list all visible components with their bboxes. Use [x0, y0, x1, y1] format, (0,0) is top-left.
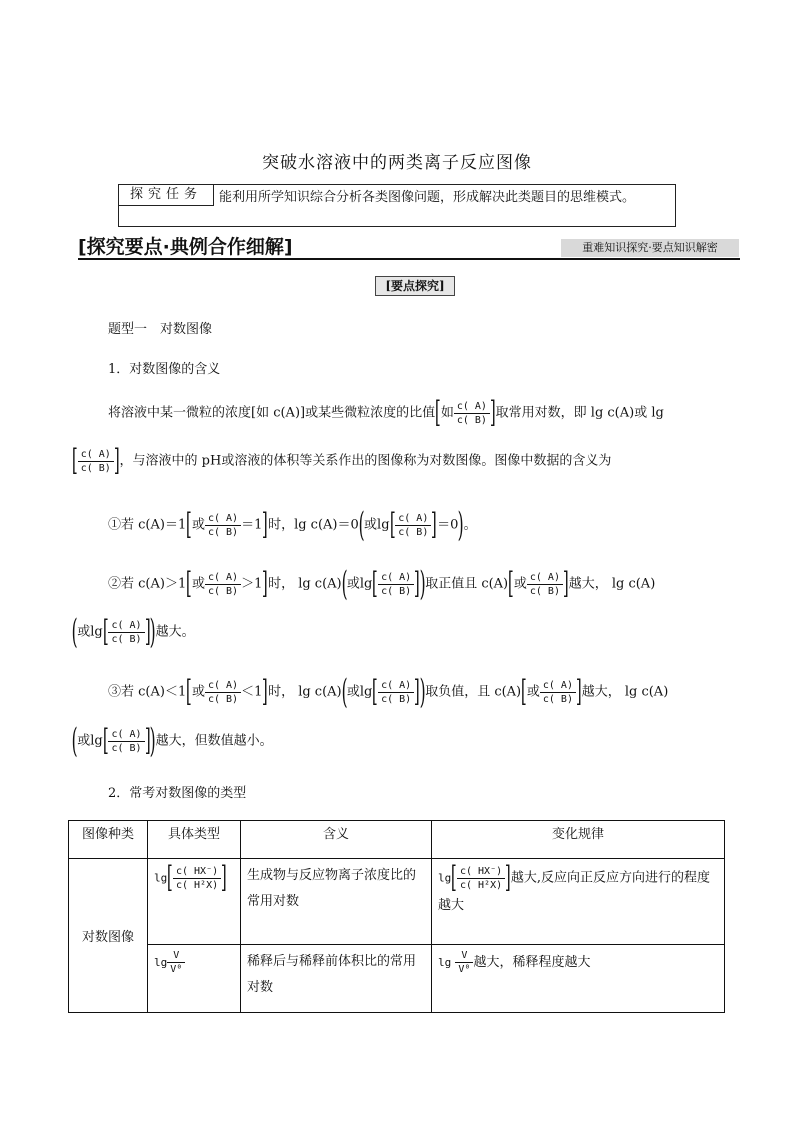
fraction: $\frac{c( A)}{c( B)}$	[78, 448, 114, 475]
rule-1: ①若 c(A)＝1[或 $\frac{c( A)}{c( B)}$ ＝1]时，lg c(A)＝0(或lg[ $\frac{c( A)}{c( B)}$ ]＝0)。	[108, 505, 477, 545]
table-header: 图像种类	[69, 821, 148, 859]
table-cell-type: lg $\frac{V}{\text{V⁰}}$	[148, 945, 241, 1013]
section-divider	[78, 258, 740, 260]
para1-text-c: ，与溶液中的 pH或溶液的体积等关系作出的图像称为对数图像。图像中数据的含义为	[119, 453, 612, 469]
types-table	[68, 820, 725, 1013]
fraction: $\frac{c( A)}{c( B)}$	[205, 512, 241, 539]
fraction: $\frac{c( A)}{c( B)}$	[527, 571, 563, 598]
task-label: 探究任务	[119, 185, 214, 206]
fraction: $\frac{c( A)}{c( B)}$	[540, 679, 576, 706]
para1-line1: 将溶液中某一微粒的浓度[如 c(A)]或某些微粒浓度的比值[如 $\frac{c( A)}{c( B)}$ ]取常用对数，即 lg c(A)或 lg	[108, 395, 664, 430]
fraction: $\frac{c( A)}{c( B)}$	[378, 571, 414, 598]
fraction: $\frac{c( A)}{c( B)}$	[205, 679, 241, 706]
table-cell-type: lg[ $\frac{c( HX^-)}{\text{c( H²X)}}$ ]	[148, 859, 241, 945]
task-box	[118, 184, 676, 227]
type-heading: 题型一 对数图像	[108, 322, 213, 337]
heading-2: 2．常考对数图像的类型	[108, 786, 247, 801]
table-row	[69, 859, 725, 945]
task-text: 能利用所学知识综合分析各类图像问题，形成解决此类题目的思维模式。	[219, 190, 636, 205]
fraction: $\frac{c( A)}{c( B)}$	[108, 619, 144, 646]
table-row	[69, 945, 725, 1013]
bracket: [	[435, 395, 441, 430]
table-cell-rule: lg[ $\frac{c( HX^-)}{\text{c( H²X)}}$ ]越大,反应向正反应方向进行的程度越大	[432, 859, 725, 945]
fraction: $\frac{c( A)}{c( B)}$	[395, 512, 431, 539]
para1-ru: 如	[440, 405, 454, 421]
para1-text-b: 取常用对数，即 lg c(A)或 lg	[495, 405, 664, 421]
rule-2-line1: ②若 c(A)＞1[或 $\frac{c( A)}{c( B)}$ ＞1]时， lg c(A)(或lg[ $\frac{c( A)}{c( B)}$ ])取正值且 c(A)[或 $\frac{c( A)}{c( B)}$ ]越大， lg c(A)	[108, 564, 656, 604]
table-cell-rule: lg $\frac{V}{\text{V⁰}}$ 越大，稀释程度越大	[432, 945, 725, 1013]
para1-line2: [ $\frac{c( A)}{c( B)}$ ]，与溶液中的 pH或溶液的体积等关系作出的图像称为对数图像。图像中数据的含义为	[71, 443, 612, 478]
table-header-row	[69, 821, 725, 859]
rule-3-line2: (或lg[ $\frac{c( A)}{c( B)}$ ])越大，但数值越小。	[71, 721, 273, 761]
fraction: $\frac{c( A)}{c( B)}$	[205, 571, 241, 598]
table-cell-meaning: 生成物与反应物离子浓度比的常用对数	[241, 859, 432, 945]
page-title: 突破水溶液中的两类离子反应图像	[262, 153, 532, 173]
fraction: $\frac{c( A)}{c( B)}$	[378, 679, 414, 706]
fraction: $\frac{c( A)}{c( B)}$	[454, 400, 490, 427]
fraction: $\frac{c( A)}{c( B)}$	[108, 728, 144, 755]
rule-2-line2: (或lg[ $\frac{c( A)}{c( B)}$ ])越大。	[71, 612, 195, 652]
table-header: 变化规律	[432, 821, 725, 859]
table-header: 具体类型	[148, 821, 241, 859]
rule-3-line1: ③若 c(A)＜1[或 $\frac{c( A)}{c( B)}$ ＜1]时， lg c(A)(或lg[ $\frac{c( A)}{c( B)}$ ])取负值，且 c(A)[或 $\frac{c( A)}{c( B)}$ ]越大， lg c(A)	[108, 672, 669, 712]
heading-1: 1．对数图像的含义	[108, 362, 221, 377]
table-cell-meaning: 稀释后与稀释前体积比的常用对数	[241, 945, 432, 1013]
table-category: 对数图像	[69, 859, 148, 1013]
point-tag: [要点探究]	[375, 276, 455, 296]
para1-text-a: 将溶液中某一微粒的浓度[如 c(A)]或某些微粒浓度的比值	[108, 405, 436, 421]
section-heading: [探究要点·典例合作细解]	[78, 236, 293, 258]
section-tag: 重难知识探究·要点知识解密	[561, 239, 739, 257]
table-header: 含义	[241, 821, 432, 859]
